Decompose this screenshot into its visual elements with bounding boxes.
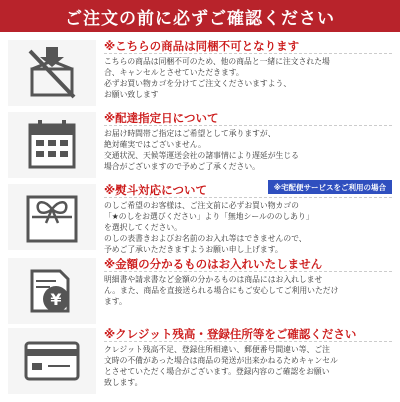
- divider: [104, 53, 392, 54]
- no-bundle-box-icon: [22, 43, 82, 103]
- section-title: ※金額の分かるものはお入れいたしません: [104, 257, 323, 271]
- body-line: 致します。: [104, 378, 143, 387]
- section-body: [104, 344, 394, 388]
- svg-text:¥: ¥: [50, 290, 62, 309]
- body-line: 絶対確実ではございません。: [104, 140, 206, 149]
- divider: [104, 197, 392, 198]
- section-title: ※こちらの商品は同梱不可となります: [104, 39, 300, 53]
- section-no-price-slip: [0, 254, 400, 332]
- section-title: ※クレジット残高・登録住所等をご確認ください: [104, 327, 357, 341]
- body-line: お願い致します: [104, 90, 159, 99]
- section-body: [104, 128, 394, 172]
- section-delivery-date: [0, 108, 400, 186]
- body-line: クレジット残高不足、登録住所相違い、郵便番号間違い等、ご注: [104, 345, 330, 354]
- section-no-bundle: [0, 36, 400, 114]
- yen-coin-icon: [22, 261, 82, 321]
- icon-panel: [8, 258, 96, 324]
- body-line: 明細書や請求書など金額の分かるものは商品にはお入れしませ: [104, 275, 323, 284]
- section-title: ※熨斗対応について: [104, 183, 207, 197]
- service-badge: ※宅配便サービスをご利用の場合: [268, 180, 392, 194]
- page-title: ご注文の前に必ずご確認ください: [0, 0, 400, 32]
- body-line: を選択してください。: [104, 223, 182, 232]
- body-line: 必ずお買い物カゴを分けてご注文くださいますよう、: [104, 79, 292, 88]
- calendar-icon: [22, 115, 82, 175]
- icon-panel: [8, 112, 96, 178]
- body-line: こちらの商品は同梱不可のため、他の商品と一緒に注文された場: [104, 57, 330, 66]
- section-title: ※配達指定日について: [104, 111, 219, 125]
- divider: [104, 271, 392, 272]
- icon-panel: [8, 184, 96, 250]
- section-credit-check: [0, 324, 400, 402]
- body-line: 予めご了承いただきますようお願い申し上げます。: [104, 245, 283, 254]
- section-noshi: [0, 180, 400, 258]
- body-line: お届け時間帯ご指定はご希望として承りますが、: [104, 129, 276, 138]
- gift-noshi-icon: [22, 187, 82, 247]
- body-line: のしご希望のお客様は、ご注文前に必ずお買い物カゴの: [104, 201, 299, 210]
- body-line: 「★のしをお選びください」より「無地シールののしあり」: [104, 212, 314, 221]
- divider: [104, 341, 392, 342]
- body-line: のしの表書きおよびお名前のお入れ等はできませんので、: [104, 234, 307, 243]
- body-line: 交通状況、天候等運送会社の諸事情により遅延が生じる: [104, 151, 299, 160]
- body-line: 文時の不備があった場合は商品の発送が出来かねるためキャンセル: [104, 356, 338, 365]
- section-body: [104, 200, 394, 255]
- section-body: [104, 274, 394, 307]
- section-body: [104, 56, 394, 100]
- body-line: 合、キャンセルとさせていただきます。: [104, 68, 244, 77]
- icon-panel: [8, 40, 96, 106]
- body-line: とさせていただく場合がございます。登録内容のご確認をお願い: [104, 367, 330, 376]
- body-line: 場合がございますので予めご了承ください。: [104, 162, 260, 171]
- body-line: ん。また、商品を直接送られる場合にもご安心してご利用いただけ: [104, 286, 339, 295]
- credit-card-icon: [22, 331, 82, 391]
- icon-panel: [8, 328, 96, 394]
- divider: [104, 125, 392, 126]
- body-line: ます。: [104, 297, 127, 306]
